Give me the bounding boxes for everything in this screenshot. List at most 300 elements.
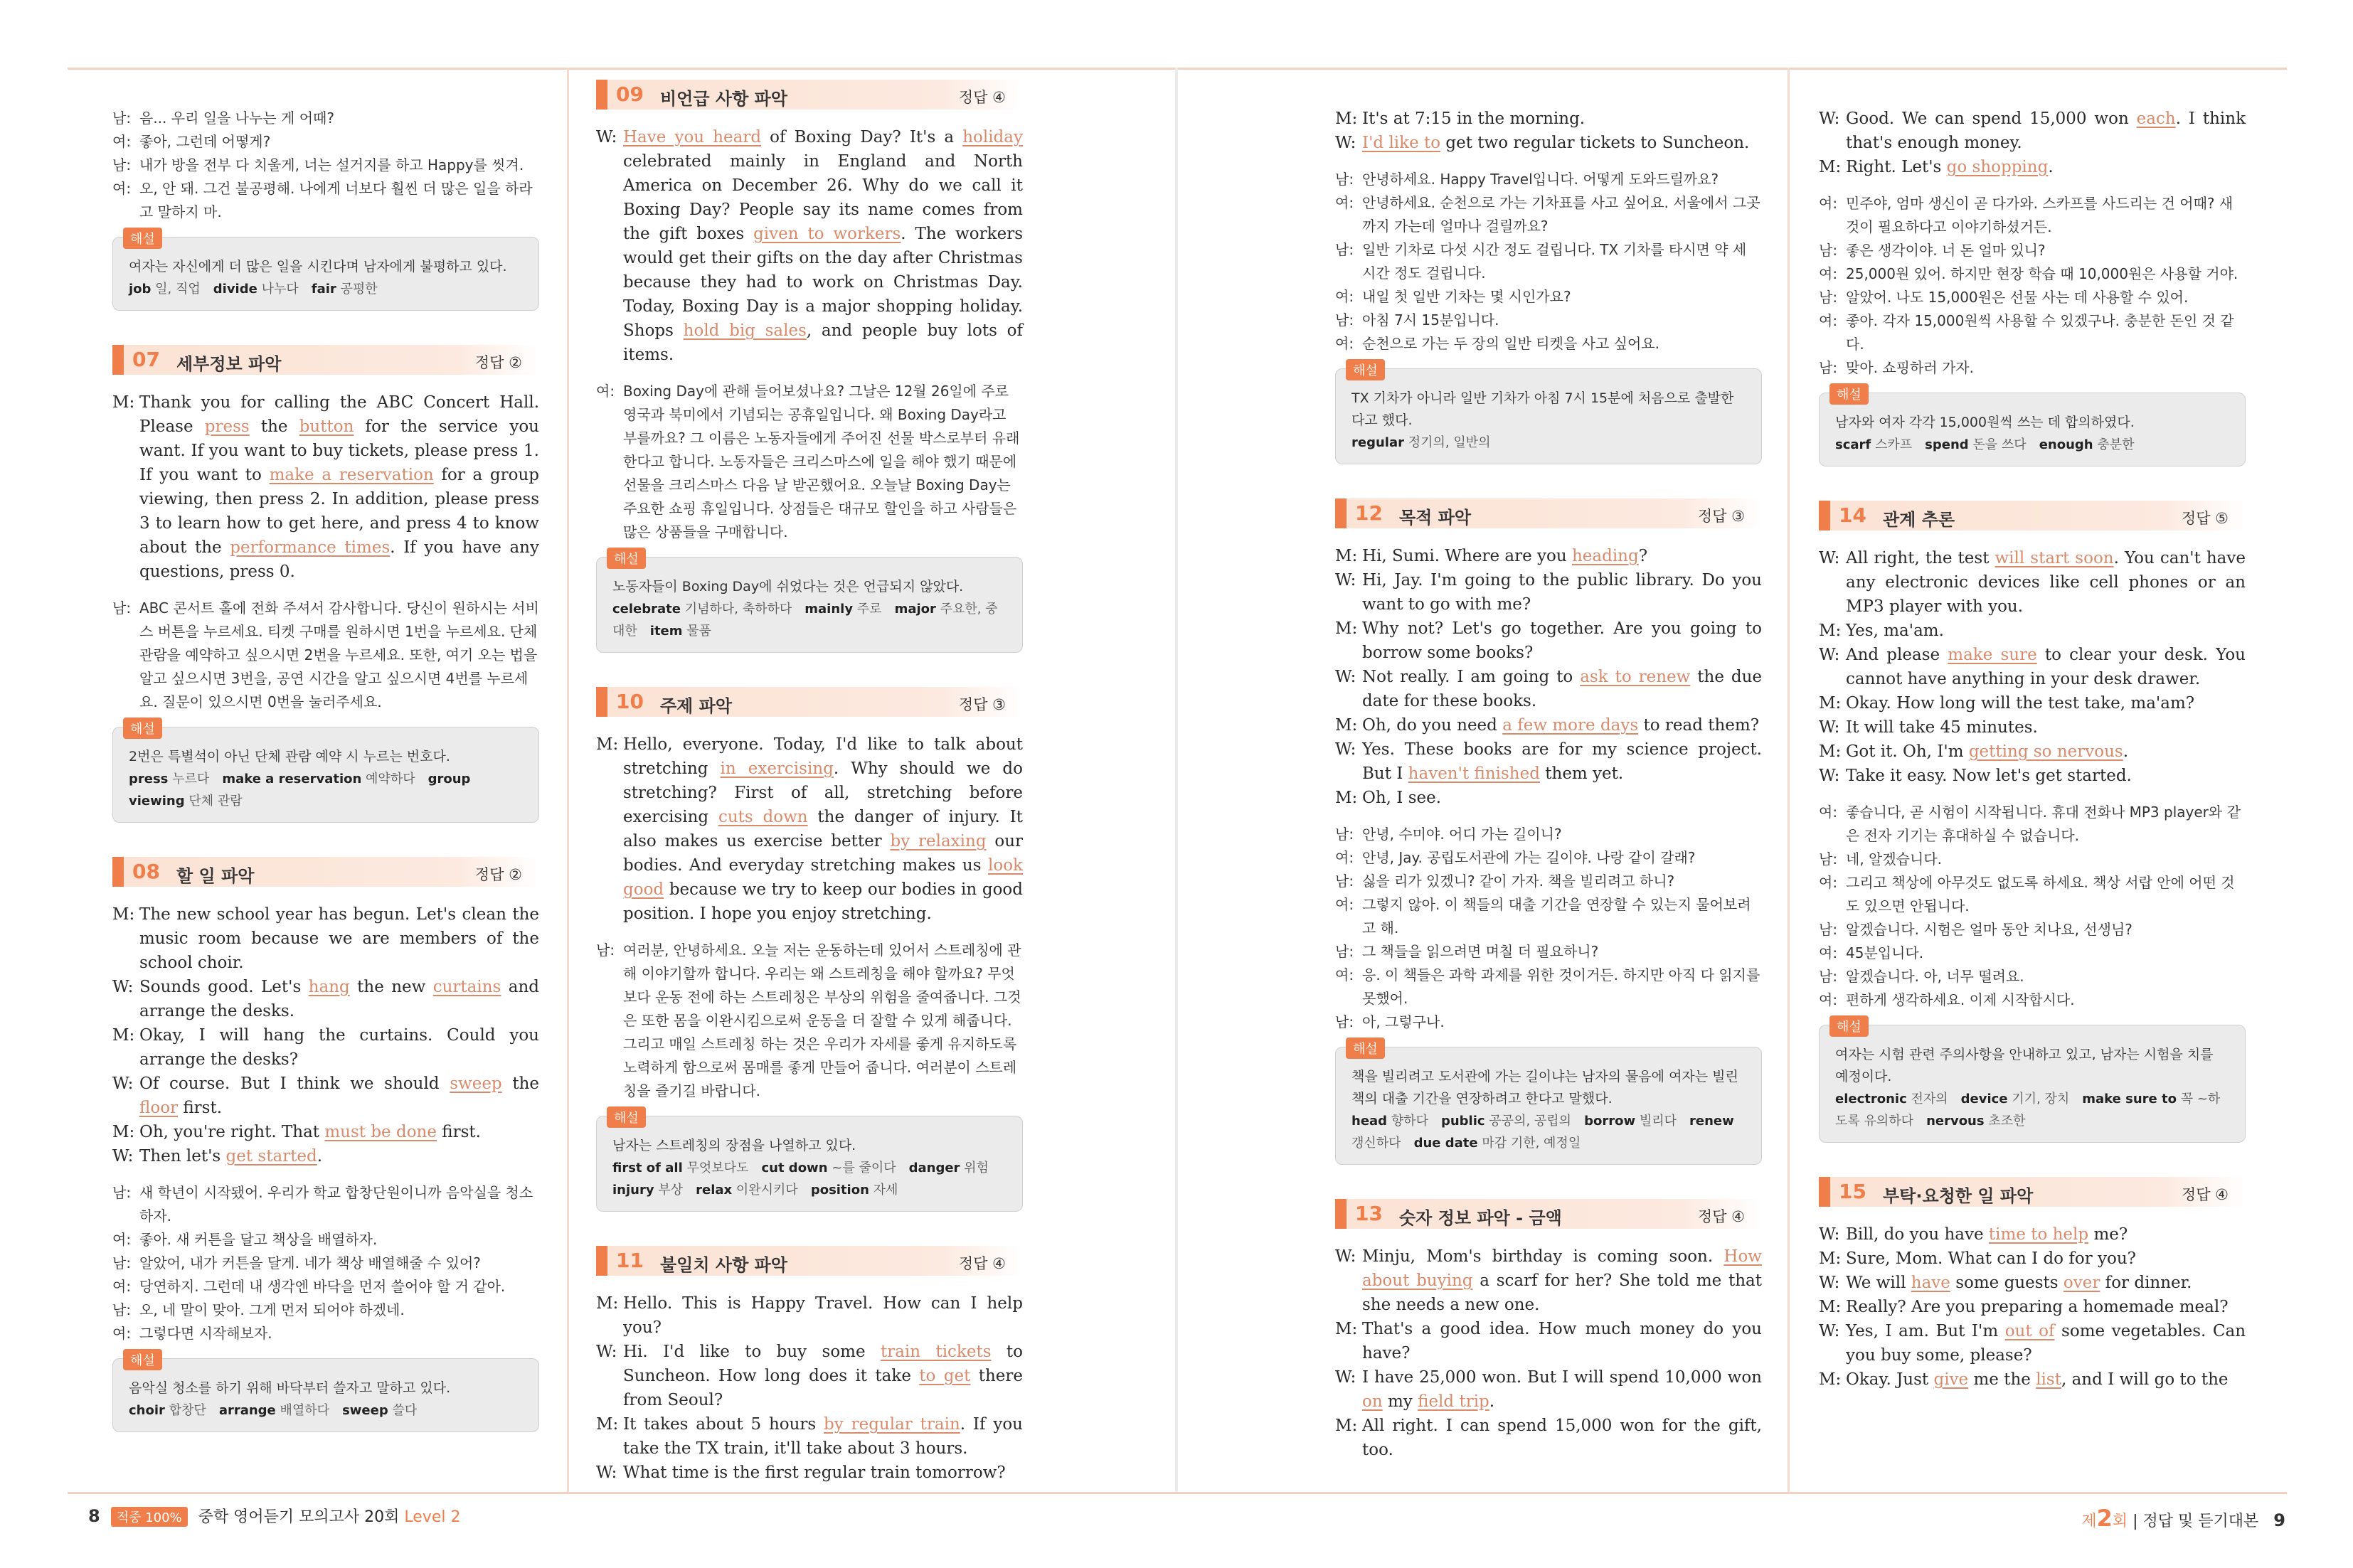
dialogue-line: [1819, 155, 2246, 179]
bottom-rule: [68, 1492, 2287, 1494]
translation-text: 네, 알겠습니다.: [1846, 850, 1942, 868]
text-segment: for a group viewing, then press 2. In addition, please press 3 to learn how to get here, and press 4 to know about the: [139, 466, 539, 557]
blank-answer: How about buying: [1362, 1247, 1762, 1290]
speaker-label: W:: [1819, 646, 1840, 664]
blank-answer: press: [204, 417, 250, 436]
translation-text: 내일 첫 일반 기차는 몇 시인가요?: [1362, 288, 1571, 305]
dialogue-text: [1362, 1365, 1762, 1414]
korean-line: [1335, 846, 1762, 870]
blank-answer: a few more days: [1502, 716, 1639, 735]
vocab-word: relax: [696, 1183, 733, 1198]
vocab-word: renew: [1689, 1114, 1734, 1129]
vocab-meaning: 쓸다: [392, 1403, 418, 1418]
text-segment: to clear your desk. You cannot have anything in your desk drawer.: [1846, 646, 2246, 688]
explanation-box: [112, 232, 539, 311]
dialogue-text: [1362, 617, 1762, 665]
text-segment: . The workers would get their gifts on the day after Christmas because they had to work on Christmas Day. Today, Boxing Day is a major shopping holiday. Shops: [623, 225, 1023, 340]
text-segment: The new school year has begun. Let's clean the music room because we are members of the school choir.: [139, 905, 539, 972]
header-accent-bar: [112, 345, 124, 375]
text-segment: Oh, I see.: [1362, 789, 1442, 807]
vocab-word: due date: [1413, 1136, 1478, 1151]
dialogue-text: [623, 1291, 1023, 1340]
explanation-text: 노동자들이 Boxing Day에 쉬었다는 것은 언급되지 않았다.: [612, 579, 964, 594]
vocab-meaning: 마감 기한, 예정일: [1482, 1136, 1581, 1151]
korean-line: [112, 1181, 539, 1228]
vocab-meaning: 공평한: [340, 282, 378, 297]
speaker-label: 남:: [112, 156, 132, 174]
vocab-word: nervous: [1926, 1114, 1985, 1129]
explanation-tag: 해설: [123, 1349, 162, 1370]
text-segment: Hi. I'd like to buy some: [623, 1343, 881, 1361]
vocab-meaning: 향하다: [1391, 1114, 1428, 1129]
vocab-word: danger: [908, 1161, 960, 1175]
korean-line: [596, 380, 1023, 544]
question-header: [596, 80, 1023, 110]
speaker-label: M:: [1335, 547, 1358, 565]
explanation-tag: 해설: [1346, 359, 1385, 380]
explanation-text: 남자와 여자 각각 15,000원씩 쓰는 데 합의하였다.: [1835, 415, 2135, 430]
speaker-label: W:: [112, 978, 134, 996]
question-header: [112, 857, 539, 887]
translation-text: 그리고 책상에 아무것도 없도록 하세요. 책상 서랍 안에 어떤 것도 있으면 안됩니다.: [1846, 874, 2235, 914]
test-number: 2: [2096, 1505, 2113, 1532]
text-segment: We will: [1846, 1274, 1911, 1292]
explanation-text: 2번은 특별석이 아닌 단체 관람 예약 시 누르는 번호다.: [129, 749, 450, 764]
text-segment: our bodies. And everyday stretching makes us: [623, 832, 1024, 875]
vocab-word: choir: [129, 1403, 165, 1418]
speaker-label: M:: [1819, 694, 1842, 713]
translation-text: 편하게 생각하세요. 이제 시작합시다.: [1846, 991, 2075, 1008]
question-number: 09: [616, 82, 644, 106]
blank-answer: holiday: [962, 128, 1023, 146]
translation-text: 그렇다면 시작해보자.: [139, 1325, 272, 1342]
text-segment: .: [317, 1147, 323, 1166]
vocab-meaning: 충분한: [2097, 437, 2135, 452]
translation-text: 좋습니다, 곧 시험이 시작됩니다. 휴대 전화나 MP3 player와 같은 전자 기기는 휴대하실 수 없습니다.: [1846, 804, 2241, 844]
vocab-meaning: 공공의, 공립의: [1489, 1114, 1572, 1129]
explanation-box: [112, 1353, 539, 1432]
translation-text: 안녕하세요. 순천으로 가는 기차표를 사고 싶어요. 서울에서 그곳까지 가는데 얼마나 걸릴까요?: [1362, 194, 1760, 235]
speaker-label: 남:: [1819, 968, 1838, 985]
speaker-label: W:: [1335, 571, 1356, 590]
text-segment: Hello. This is Happy Travel. How can I help you?: [623, 1294, 1023, 1337]
vocab-word: mainly: [804, 602, 854, 617]
speaker-label: 남:: [1819, 850, 1838, 868]
korean-line: [1335, 940, 1762, 964]
text-segment: Take it easy. Now let's get started.: [1846, 767, 2132, 785]
vocabulary-list: [1351, 1110, 1746, 1154]
speaker-label: 여:: [596, 383, 615, 400]
dialogue-line: [1819, 107, 2246, 155]
korean-line: [1819, 988, 2246, 1012]
blank-answer: given to workers: [753, 225, 901, 243]
text-segment: Okay. How long will the test take, ma'am?: [1846, 694, 2195, 713]
vocab-word: public: [1440, 1114, 1485, 1129]
vocab-word: item: [649, 624, 683, 639]
question-header: [112, 345, 539, 375]
text-segment: Oh, do you need: [1362, 716, 1503, 735]
vocab-word: fair: [311, 282, 336, 297]
dialogue-line: [112, 902, 539, 975]
translation-text: 그 책들을 읽으려면 며칠 더 필요하니?: [1362, 943, 1599, 960]
question-title: 숫자 정보 파악 - 금액: [1399, 1208, 1562, 1228]
dialogue-line: [1335, 665, 1762, 713]
blank-answer: by regular train: [824, 1415, 960, 1434]
explanation-box: [112, 722, 539, 823]
speaker-label: M:: [1335, 1417, 1358, 1435]
korean-line: [1335, 1010, 1762, 1034]
explanation-box: [1335, 1042, 1762, 1165]
translation-text: 응. 이 책들은 과학 과제를 위한 것이거든. 하지만 아직 다 읽지를 못했어.: [1362, 966, 1760, 1007]
text-segment: there from Seoul?: [623, 1367, 1023, 1409]
dialogue-line: [1335, 131, 1762, 155]
speaker-label: W:: [1335, 740, 1356, 759]
text-segment: Sounds good. Let's: [139, 978, 309, 996]
translation-text: 일반 기차로 다섯 시간 정도 걸립니다. TX 기차를 타시면 약 세 시간 정도 걸립니다.: [1362, 241, 1747, 282]
text-segment: I have 25,000 won. But I will spend 10,000 won: [1362, 1368, 1762, 1387]
answer-label: 정답 ②: [474, 354, 522, 371]
speaker-label: M:: [1335, 1320, 1358, 1338]
question-number: 13: [1355, 1202, 1383, 1225]
text-segment: Hi, Jay. I'm going to the public library. Do you want to go with me?: [1362, 571, 1762, 614]
dialogue-line: [112, 1144, 539, 1168]
speaker-label: M:: [1819, 1249, 1842, 1268]
korean-line: [1819, 262, 2246, 286]
text-segment: ?: [1638, 547, 1648, 565]
column-3: [1335, 107, 1762, 1462]
blank-answer: on: [1362, 1392, 1383, 1411]
korean-line: [112, 1228, 539, 1252]
dialogue-text: [139, 1120, 539, 1144]
text-segment: because we try to keep our bodies in good position. I hope you enjoy stretching.: [623, 880, 1023, 923]
korean-line: [1335, 332, 1762, 356]
blank-answer: button: [299, 417, 354, 436]
translation-text: 좋아, 그런데 어떻게?: [139, 133, 271, 150]
explanation-tag: 해설: [607, 548, 646, 569]
blank-answer: heading: [1571, 547, 1639, 565]
text-segment: Sure, Mom. What can I do for you?: [1846, 1249, 2136, 1268]
dialogue-line: [1335, 568, 1762, 617]
text-segment: Okay. Just: [1846, 1370, 1934, 1389]
translation-text: 안녕, Jay. 공립도서관에 가는 길이야. 나랑 같이 갈래?: [1362, 849, 1696, 866]
korean-line: [1335, 964, 1762, 1010]
text-segment: It's at 7:15 in the morning.: [1362, 110, 1586, 128]
text-segment: and arrange the desks.: [139, 978, 539, 1020]
dialogue-line: [112, 1023, 539, 1072]
question-header: [596, 1246, 1023, 1276]
vocab-meaning: 일, 직업: [155, 282, 201, 297]
text-segment: , and people buy lots of items.: [623, 321, 1023, 364]
text-segment: Then let's: [139, 1147, 226, 1166]
korean-line: [1335, 870, 1762, 893]
blank-answer: give: [1933, 1370, 1969, 1389]
dialogue-text: [1362, 131, 1762, 155]
level-label: Level 2: [404, 1508, 461, 1526]
answer-label: 정답 ④: [2181, 1186, 2229, 1203]
translation-text: 민주야, 엄마 생신이 곧 다가와. 스카프를 사드리는 건 어때? 새 것이 필요하다고 이야기하셨거든.: [1846, 195, 2234, 235]
question-title: 세부정보 파악: [176, 354, 282, 374]
question-title: 관계 추론: [1883, 510, 1955, 530]
header-accent-bar: [1335, 498, 1347, 528]
blank-answer: curtains: [432, 978, 501, 996]
vocab-word: press: [129, 772, 169, 786]
speaker-label: 남:: [112, 110, 132, 127]
dialogue-line: [596, 732, 1023, 926]
explanation-text: 책을 빌리려고 도서관에 가는 길이냐는 남자의 물음에 여자는 빌린 책의 대출 기간을 연장하려고 한다고 말했다.: [1351, 1069, 1738, 1106]
blank-answer: over: [2063, 1274, 2100, 1292]
text-segment: the danger of injury. It also makes us exercise better: [623, 808, 1023, 850]
dialogue-text: [1362, 786, 1762, 810]
korean-line: [1335, 191, 1762, 238]
translation-text: 싫을 리가 있겠니? 같이 가자. 책을 빌리려고 하니?: [1362, 873, 1675, 890]
dialogue-text: [1362, 107, 1762, 131]
dialogue-line: [1819, 1367, 2246, 1392]
explanation-box: [1819, 388, 2246, 466]
blank-answer: have: [1911, 1274, 1950, 1292]
text-segment: Hello, everyone. Today, I'd like to talk about stretching: [623, 735, 1023, 778]
vocab-word: scarf: [1835, 437, 1871, 452]
korean-line: [1819, 192, 2246, 239]
explanation-box: [1335, 363, 1762, 464]
section-title: | 정답 및 듣기대본: [2132, 1513, 2259, 1530]
vocab-word: electronic: [1835, 1092, 1907, 1106]
speaker-label: M:: [1335, 716, 1358, 735]
translation-text: 안녕하세요. Happy Travel입니다. 어떻게 도와드릴까요?: [1362, 171, 1719, 188]
korean-line: [1335, 168, 1762, 191]
answer-label: 정답 ⑤: [2181, 510, 2229, 527]
blank-answer: list: [2036, 1370, 2061, 1389]
footer-left: [88, 1505, 460, 1527]
translation-text: 그렇지 않아. 이 책들의 대출 기간을 연장할 수 있는지 물어보려고 해.: [1362, 896, 1751, 937]
dialogue-line: [1819, 643, 2246, 691]
explanation-tag: 해설: [123, 228, 162, 249]
page-number-right: 9: [2273, 1510, 2285, 1530]
speaker-label: 여:: [1819, 312, 1838, 329]
vocab-meaning: 물품: [686, 624, 712, 639]
dialogue-text: [623, 1412, 1023, 1461]
speaker-label: 남:: [112, 599, 132, 617]
speaker-label: W:: [112, 1074, 134, 1093]
vocab-word: arrange: [218, 1403, 276, 1418]
dialogue-text: [1846, 1271, 2246, 1295]
blank-answer: getting so nervous: [1968, 742, 2123, 761]
header-accent-bar: [112, 857, 124, 887]
blank-answer: field trip: [1418, 1392, 1489, 1411]
vocab-word: position: [810, 1183, 869, 1198]
korean-line: [1335, 309, 1762, 332]
explanation-tag: 해설: [1829, 383, 1869, 405]
text-segment: me?: [2088, 1225, 2128, 1244]
question-number: 07: [132, 348, 160, 371]
korean-line: [112, 1298, 539, 1322]
korean-line: [596, 939, 1023, 1103]
dialogue-line: [1819, 764, 2246, 788]
dialogue-line: [112, 975, 539, 1023]
speaker-label: 여:: [112, 1278, 132, 1295]
column-divider: [567, 68, 569, 1493]
dialogue-text: [623, 1340, 1023, 1412]
explanation-tag: 해설: [1346, 1038, 1385, 1059]
dialogue-line: [1335, 1365, 1762, 1414]
speaker-label: M:: [1819, 742, 1842, 761]
explanation-tag: 해설: [607, 1106, 646, 1128]
dialogue-text: [1846, 107, 2246, 155]
text-segment: All right. I can spend 15,000 won for the gift, too.: [1362, 1417, 1762, 1459]
korean-line: [1335, 285, 1762, 309]
speaker-label: M:: [1819, 158, 1842, 176]
page-number-left: 8: [88, 1506, 100, 1526]
dialogue-text: [1846, 715, 2246, 740]
dialogue-line: [596, 1340, 1023, 1412]
text-segment: Minju, Mom's birthday is coming soon.: [1362, 1247, 1724, 1266]
korean-line: [112, 1322, 539, 1345]
vocab-word: divide: [213, 282, 257, 297]
speaker-label: 남:: [1335, 311, 1354, 329]
speaker-label: 남:: [1819, 921, 1838, 938]
translation-text: 좋아. 새 커튼을 달고 책상을 배열하자.: [139, 1231, 378, 1248]
text-segment: And please: [1846, 646, 1948, 664]
speaker-label: 여:: [1819, 195, 1838, 212]
translation-text: 알았어. 나도 15,000원은 선물 사는 데 사용할 수 있어.: [1846, 289, 2189, 306]
question-header: [596, 687, 1023, 717]
speaker-label: 여:: [1819, 944, 1838, 961]
dialogue-line: [1335, 107, 1762, 131]
dialogue-text: [1362, 737, 1762, 786]
text-segment: some vegetables. Can you buy some, please?: [1846, 1322, 2246, 1365]
korean-line: [1819, 848, 2246, 871]
speaker-label: 남:: [1335, 241, 1354, 258]
dialogue-text: [139, 975, 539, 1023]
speaker-label: M:: [1335, 619, 1358, 638]
vocab-word: enough: [2039, 437, 2093, 452]
text-segment: , and I will go to the: [2061, 1370, 2229, 1389]
vocab-word: device: [1960, 1092, 2008, 1106]
header-accent-bar: [596, 687, 607, 717]
question-title: 할 일 파악: [176, 866, 255, 886]
explanation-text: 음악실 청소를 하기 위해 바닥부터 쓸자고 말하고 있다.: [129, 1380, 451, 1396]
explanation-text: 남자는 스트레칭의 장점을 나열하고 있다.: [612, 1138, 856, 1153]
dialogue-line: [1819, 1271, 2246, 1295]
translation-text: 아침 7시 15분입니다.: [1362, 311, 1499, 329]
dialogue-line: [112, 1072, 539, 1120]
translation-text: ABC 콘서트 홀에 전화 주셔서 감사합니다. 당신이 원하시는 서비스 버튼을 누르세요. 티켓 구매를 원하시면 1번을 누르세요. 단체 관람을 예약하고 싶으시면 2번을 누르세요. 또한, 여기 오는 법을 알고 싶으시면 3번을, 공연 시간을 알고 싶으시면 4번를 누르세요. 질문이 있으시면 0번을 눌러주세요.: [139, 599, 539, 710]
speaker-label: 남:: [1335, 1013, 1354, 1030]
header-accent-bar: [596, 1246, 607, 1276]
speaker-label: 여:: [112, 133, 132, 150]
speaker-label: W:: [1335, 134, 1356, 152]
text-segment: Why not? Let's go together. Are you going to borrow some books?: [1362, 619, 1762, 662]
blank-answer: time to help: [1988, 1225, 2089, 1244]
speaker-label: 여:: [1335, 896, 1354, 913]
vocab-word: celebrate: [612, 602, 681, 617]
korean-line: [1819, 286, 2246, 309]
speaker-label: 여:: [112, 1231, 132, 1248]
answer-label: 정답 ③: [958, 696, 1006, 713]
dialogue-text: [1846, 1295, 2246, 1319]
text-segment: It takes about 5 hours: [623, 1415, 824, 1434]
speaker-label: 여:: [1819, 991, 1838, 1008]
dialogue-line: [1335, 737, 1762, 786]
dialogue-text: [1362, 1317, 1762, 1365]
speaker-label: W:: [1819, 1225, 1840, 1244]
speaker-label: M:: [1819, 1370, 1842, 1389]
text-segment: . Why should we do stretching? First of all, stretching before exercising: [623, 759, 1023, 826]
blank-answer: by relaxing: [890, 832, 987, 850]
text-segment: some guests: [1950, 1274, 2063, 1292]
text-segment: to read them?: [1638, 716, 1760, 735]
speaker-label: 여:: [1819, 265, 1838, 282]
text-segment: a scarf for her? She told me that she needs a new one.: [1362, 1271, 1762, 1314]
korean-line: [112, 130, 539, 154]
korean-line: [1335, 238, 1762, 285]
vocab-meaning: 위험: [964, 1161, 989, 1175]
dialogue-line: [596, 1291, 1023, 1340]
vocab-meaning: 갱신하다: [1351, 1136, 1401, 1151]
text-segment: the: [501, 1074, 539, 1093]
question-title: 불일치 사항 파악: [660, 1255, 787, 1275]
speaker-label: M:: [596, 1415, 619, 1434]
vocab-meaning: 부상: [658, 1183, 684, 1198]
text-segment: It will take 45 minutes.: [1846, 718, 2038, 737]
blank-answer: get started: [225, 1147, 317, 1166]
speaker-label: M:: [1335, 789, 1358, 807]
text-segment: to Suncheon. How long does it take: [623, 1343, 1023, 1385]
dialogue-line: [1335, 713, 1762, 737]
translation-text: 새 학년이 시작됐어. 우리가 학교 합창단원이니까 음악실을 청소하자.: [139, 1184, 533, 1225]
blank-answer: make sure: [1948, 646, 2037, 664]
blank-answer: I'd like to: [1362, 134, 1441, 152]
speaker-label: 남:: [112, 1301, 132, 1318]
explanation-text: TX 기차가 아니라 일반 기차가 아침 7시 15분에 처음으로 출발한다고 했다.: [1351, 390, 1734, 428]
blank-answer: train tickets: [880, 1343, 992, 1361]
answer-label: 정답 ④: [958, 1255, 1006, 1272]
text-segment: get two regular tickets to Suncheon.: [1440, 134, 1750, 152]
blank-answer: sweep: [450, 1074, 502, 1093]
korean-line: [1819, 801, 2246, 848]
header-accent-bar: [1819, 1177, 1830, 1207]
dialogue-text: [1846, 740, 2246, 764]
text-segment: Really? Are you preparing a homemade meal?: [1846, 1298, 2229, 1316]
blank-answer: cuts down: [718, 808, 808, 826]
vocabulary-list: [129, 768, 523, 812]
answer-label: 정답 ②: [474, 866, 522, 883]
translation-text: 맞아. 쇼핑하러 가자.: [1846, 359, 1974, 376]
series-badge: 적중 100%: [111, 1507, 188, 1527]
blank-answer: must be done: [324, 1123, 437, 1141]
explanation-text: 여자는 자신에게 더 많은 일을 시킨다며 남자에게 불평하고 있다.: [129, 259, 507, 274]
speaker-label: 남:: [1335, 826, 1354, 843]
speaker-label: W:: [1819, 718, 1840, 737]
korean-line: [112, 107, 539, 130]
dialogue-text: [1362, 713, 1762, 737]
vocabulary-list: [129, 278, 523, 300]
explanation-tag: 해설: [1829, 1015, 1869, 1037]
translation-text: 아, 그렇구나.: [1362, 1013, 1445, 1030]
korean-line: [112, 154, 539, 177]
text-segment: the due date for these books.: [1362, 668, 1763, 710]
korean-line: [1819, 239, 2246, 262]
speaker-label: M:: [1335, 110, 1358, 128]
dialogue-text: [623, 1461, 1023, 1485]
column-divider: [1788, 68, 1790, 1493]
vocabulary-list: [612, 1157, 1006, 1201]
speaker-label: 남:: [1335, 171, 1354, 188]
question-title: 비언급 사항 파악: [660, 89, 787, 109]
vocabulary-list: [612, 598, 1006, 642]
dialogue-text: [139, 1023, 539, 1072]
korean-line: [1819, 965, 2246, 988]
blank-answer: to get: [919, 1367, 971, 1385]
